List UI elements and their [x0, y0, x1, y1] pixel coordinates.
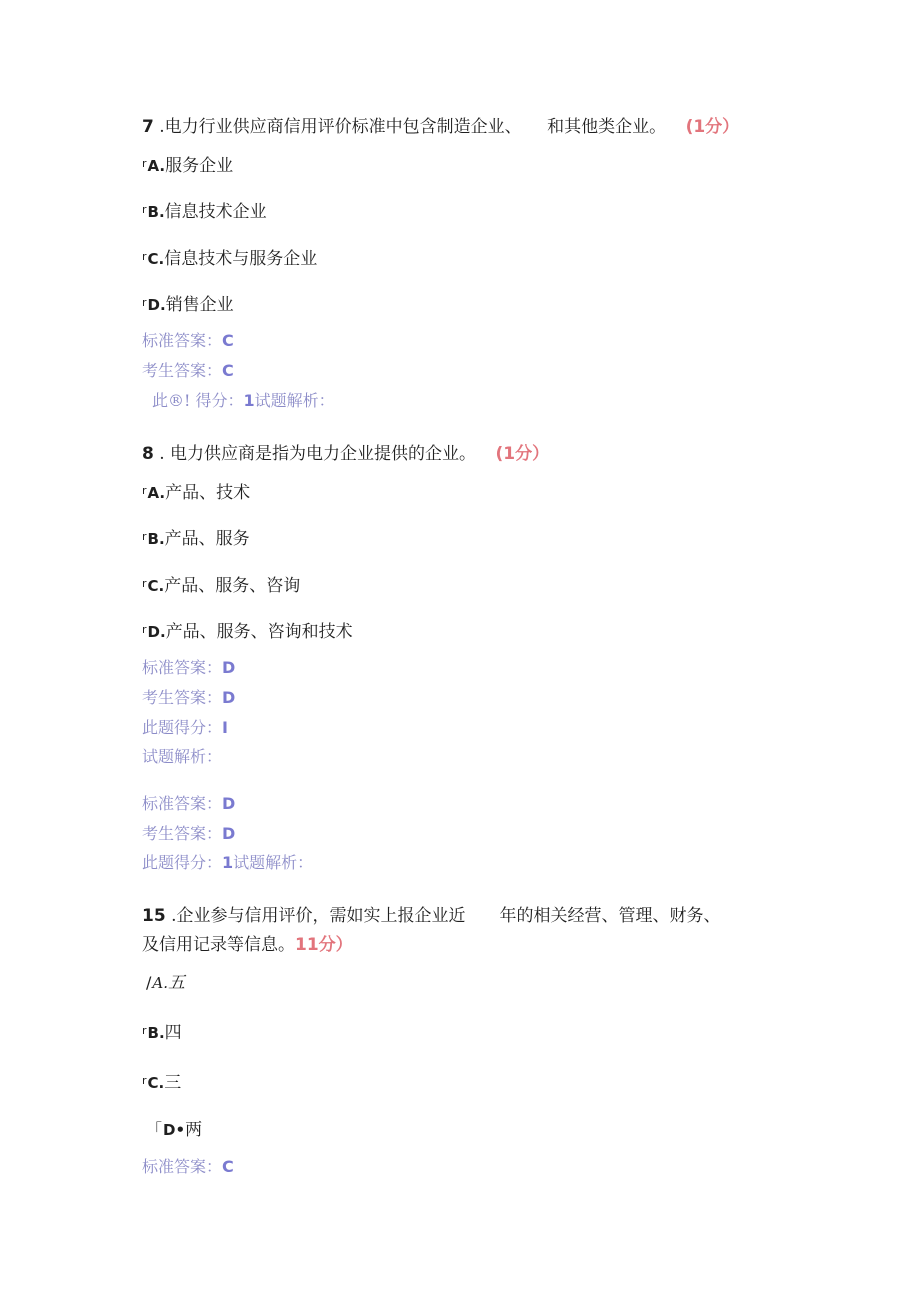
- radio-icon[interactable]: r: [142, 250, 147, 263]
- question-7: [142, 116, 739, 138]
- option-c[interactable]: $^r$C.信息技术与服务企业: [142, 249, 318, 269]
- radio-icon[interactable]: r: [142, 623, 147, 636]
- option-d[interactable]: $^r$D.销售企业: [142, 295, 234, 315]
- option-d[interactable]: 「D•两: [146, 1120, 203, 1140]
- radio-icon[interactable]: r: [142, 296, 147, 309]
- question-text: .电力行业供应商信用评价标准中包含制造企业、 和其他类企业。: [153, 117, 667, 137]
- question-text: .企业参与信用评价，需如实上报企业近 年的相关经营、管理、财务、: [165, 906, 721, 926]
- radio-icon[interactable]: /: [146, 973, 152, 992]
- radio-icon[interactable]: r: [142, 1074, 147, 1087]
- standard-answer: 标准答案：D: [142, 794, 236, 813]
- question-analysis: 试题解析：: [142, 747, 223, 766]
- option-a[interactable]: /A.五: [146, 973, 185, 993]
- question-text: . 电力供应商是指为电力企业提供的企业。: [153, 444, 477, 464]
- student-answer: 考生答案：C: [142, 361, 234, 380]
- question-8: [142, 443, 549, 465]
- option-b[interactable]: $^r$B.产品、服务: [142, 529, 250, 549]
- radio-icon[interactable]: r: [142, 484, 147, 497]
- radio-icon[interactable]: r: [142, 203, 147, 216]
- question-number: 7: [142, 117, 154, 137]
- option-c[interactable]: $^r$C.产品、服务、咨询: [142, 576, 301, 596]
- standard-answer: 标准答案：D: [142, 658, 236, 677]
- student-answer: 考生答案：D: [142, 688, 236, 707]
- standard-answer: 标准答案：C: [142, 1157, 234, 1176]
- question-text: 及信用记录等信息。: [142, 935, 295, 955]
- radio-icon[interactable]: r: [142, 530, 147, 543]
- option-b[interactable]: $^r$B.信息技术企业: [142, 202, 267, 222]
- option-c[interactable]: $^r$C.三: [142, 1073, 182, 1093]
- radio-icon[interactable]: r: [142, 577, 147, 590]
- option-a[interactable]: $^r$A.产品、技术: [142, 483, 251, 503]
- question-15: [142, 905, 720, 927]
- radio-icon[interactable]: 「: [146, 1120, 163, 1139]
- score-analysis-line: 此®! 得分：1试题解析：: [152, 391, 335, 410]
- question-points: (1分）: [495, 444, 550, 464]
- option-a[interactable]: $^r$A.服务企业: [142, 156, 234, 176]
- radio-icon[interactable]: r: [142, 1024, 147, 1037]
- question-number: 15: [142, 906, 166, 926]
- option-d[interactable]: $^r$D.产品、服务、咨询和技术: [142, 622, 353, 642]
- question-number: 8: [142, 444, 154, 464]
- question-15-cont: [142, 934, 353, 956]
- radio-icon[interactable]: r: [142, 157, 147, 170]
- question-points: (1分）: [685, 117, 740, 137]
- question-score: 此题得分：I: [142, 718, 228, 737]
- standard-answer: 标准答案：C: [142, 331, 234, 350]
- question-points: 11分）: [295, 935, 353, 955]
- option-b[interactable]: $^r$B.四: [142, 1023, 182, 1043]
- student-answer: 考生答案：D: [142, 824, 236, 843]
- score-analysis-line: 此题得分：1试题解析：: [142, 853, 314, 872]
